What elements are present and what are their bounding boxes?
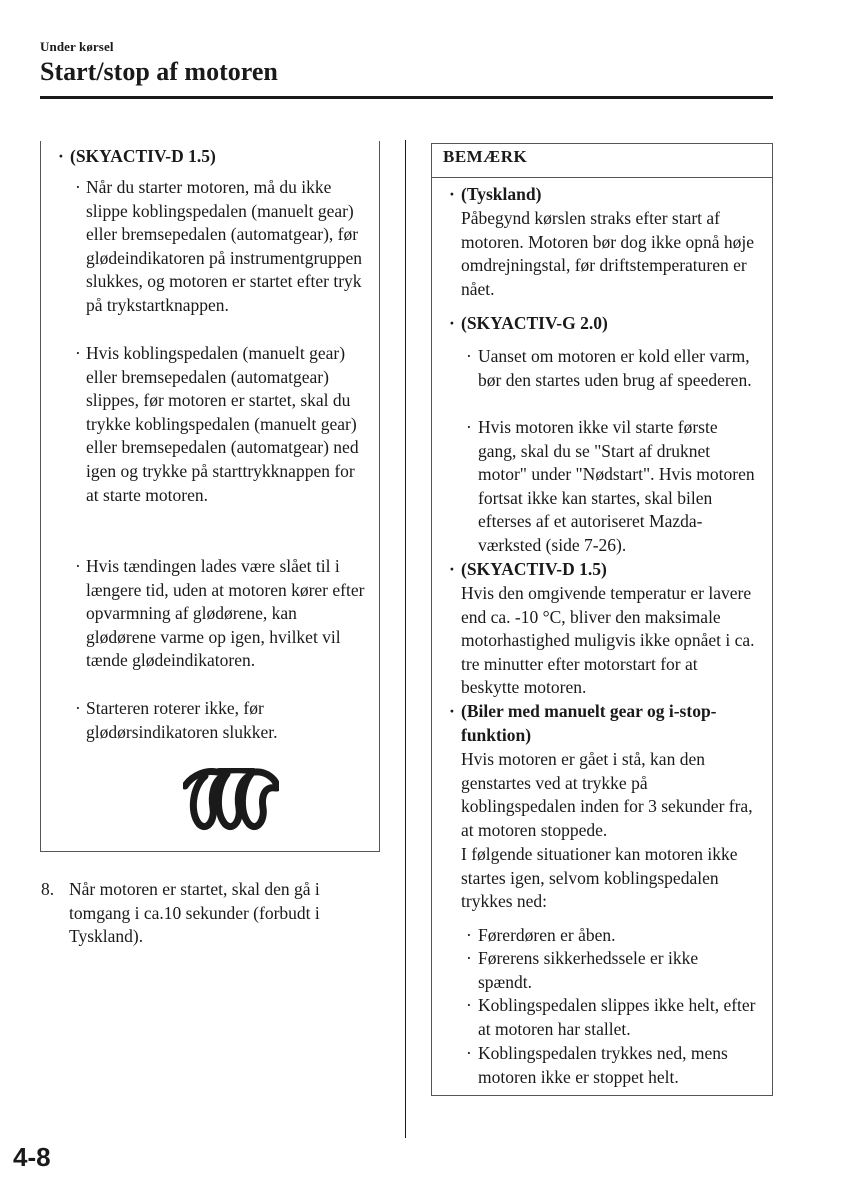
note-label: BEMÆRK — [443, 147, 528, 166]
note-d15-heading: (SKYACTIV-D 1.5) — [461, 559, 607, 579]
note-g20-bullet-2: Hvis motoren ikke vil starte første gang, skal du se "Start af druknet motor" under "Nødstart". Hvis motoren fortsat ikke kan startes, skal bilen efterses af et autoriseret Mazda-værksted (side 7-26). — [478, 417, 755, 555]
bullet-marker: · — [449, 313, 455, 333]
bullet-marker: · — [449, 559, 455, 579]
note-manual-bullet-4: Koblingspedalen trykkes ned, mens motoren ikke er stoppet helt. — [478, 1043, 728, 1087]
left-bullet-2: Hvis koblingspedalen (manuelt gear) eller bremsepedalen (automatgear) slippes, før motoren er startet, skal du trykke koblingspedalen (manuelt gear) eller bremsepedalen (automatgear) ned igen og trykke på starttrykknappen for at starte motoren. — [86, 343, 359, 505]
left-bullet-1: Når du starter motoren, må du ikke slippe koblingspedalen (manuelt gear) eller bremsepedalen (automatgear), før glødeindikatoren på instrumentgruppen slukkes, og motoren er startet efter tryk på trykstartknappen. — [86, 177, 363, 315]
page-number: 4-8 — [13, 1142, 51, 1172]
left-bullet-4: Starteren roterer ikke, før glødørsindikatoren slukker. — [86, 698, 278, 742]
note-germany-text: Påbegynd kørslen straks efter start af motoren. Motoren bør dog ikke opnå høje omdrejningstal, før driftstemperaturen er nået. — [461, 208, 755, 299]
note-germany-heading: (Tyskland) — [461, 184, 542, 204]
page-title: Start/stop af motoren — [40, 57, 278, 86]
bullet-marker: · — [75, 556, 81, 576]
box-corner-left — [40, 141, 41, 153]
note-manual-heading: (Biler med manuelt gear og i-stop-funktion) — [461, 701, 717, 745]
bullet-marker: · — [466, 948, 472, 968]
bullet-marker: · — [75, 698, 81, 718]
column-divider — [405, 140, 406, 1138]
bullet-marker: · — [58, 146, 64, 166]
bullet-marker: · — [466, 995, 472, 1015]
title-rule — [40, 96, 773, 99]
bullet-marker: · — [75, 343, 81, 363]
bullet-marker: · — [449, 701, 455, 721]
note-g20-heading: (SKYACTIV-G 2.0) — [461, 313, 608, 333]
step-number: 8. — [41, 879, 55, 899]
glow-plug-indicator-icon — [183, 768, 279, 832]
box-corner-right — [379, 141, 380, 153]
note-manual-text-2: I følgende situationer kan motoren ikke startes igen, selvom koblingspedalen trykkes ned: — [461, 844, 738, 912]
note-header-divider — [431, 177, 773, 178]
bullet-marker: · — [449, 184, 455, 204]
note-manual-bullet-1: Førerdøren er åben. — [478, 925, 616, 945]
note-d15-text: Hvis den omgivende temperatur er lavere end ca. -10 °C, bliver den maksimale motorhastighed muligvis ikke opnået i ca. tre minutter efter motorstart for at beskytte motoren. — [461, 583, 755, 698]
left-bullet-3: Hvis tændingen lades være slået til i længere tid, uden at motoren kører efter opvarmning af glødørene, kan glødørene varme op igen, hvilket vil tænde glødeindikatoren. — [86, 556, 365, 671]
bullet-marker: · — [466, 346, 472, 366]
note-manual-text-1: Hvis motoren er gået i stå, kan den genstartes ved at trykke på koblingspedalen inden for 3 sekunder fra, at motoren stoppede. — [461, 749, 753, 840]
bullet-marker: · — [466, 1043, 472, 1063]
bullet-marker: · — [466, 417, 472, 437]
bullet-marker: · — [75, 177, 81, 197]
step-text: Når motoren er startet, skal den gå i tomgang i ca.10 sekunder (forbudt i Tyskland). — [69, 879, 320, 947]
note-manual-bullet-3: Koblingspedalen slippes ikke helt, efter at motoren har stallet. — [478, 995, 756, 1039]
section-label: Under kørsel — [40, 39, 114, 54]
note-g20-bullet-1: Uanset om motoren er kold eller varm, bør den startes uden brug af speederen. — [478, 346, 752, 390]
note-manual-bullet-2: Førerens sikkerhedssele er ikke spændt. — [478, 948, 699, 992]
left-heading: (SKYACTIV-D 1.5) — [70, 146, 216, 166]
bullet-marker: · — [466, 925, 472, 945]
